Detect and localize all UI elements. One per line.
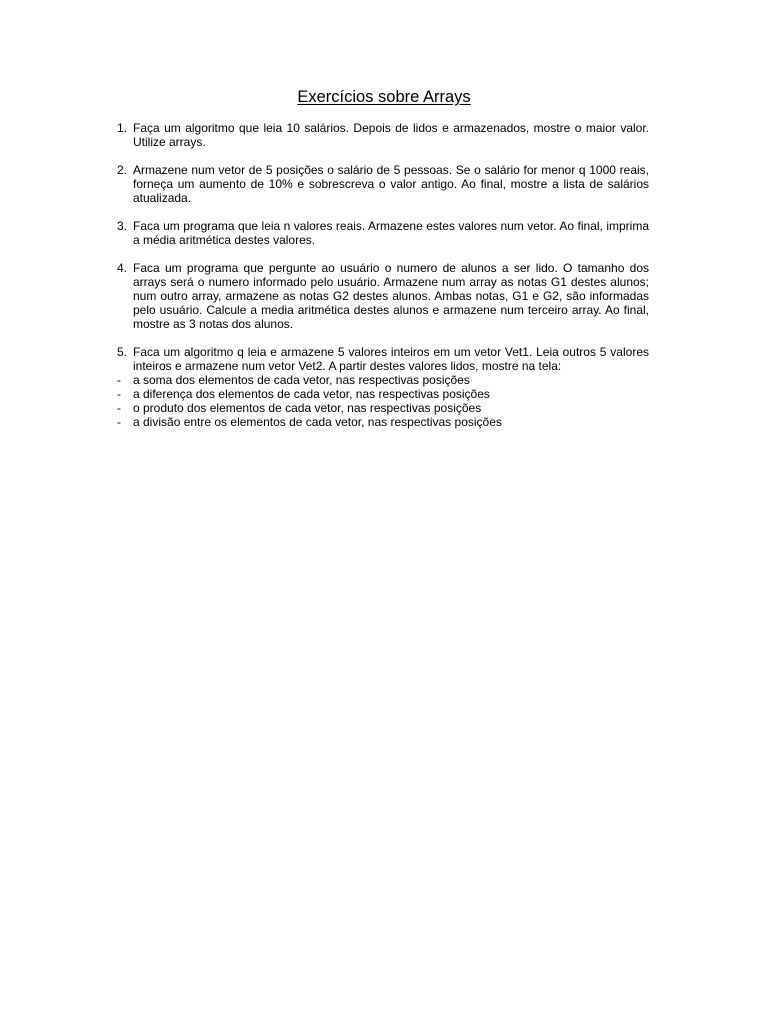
exercise-item (117, 121, 649, 149)
exercise-text: Faca um programa que pergunte ao usuário o numero de alunos a ser lido. O tamanho dos arrays será o numero informado pelo usuário. Armazene num array as notas G1 destes alunos; num outro array, armazene as notas G2 destes alunos. Ambas notas, G1 e G2, são informadas pelo usuário. Calcule a media aritmética destes alunos e armazene num terceiro array. Ao final, mostre as 3 notas dos alunos. (133, 261, 649, 331)
document-title: Exercícios sobre Arrays (297, 88, 471, 106)
exercise-number: 4. (117, 261, 128, 275)
exercise-number: 2. (117, 163, 128, 177)
exercise-item (117, 163, 649, 205)
sub-item-text: a diferença dos elementos de cada vetor, nas respectivas posições (133, 387, 490, 401)
exercise-text: Faça um algoritmo que leia 10 salários. Depois de lidos e armazenados, mostre o maior valor. Utilize arrays. (133, 121, 649, 149)
sub-item-text: o produto dos elementos de cada vetor, nas respectivas posições (133, 401, 482, 415)
sub-list-item (117, 373, 649, 387)
exercise-number: 5. (117, 345, 128, 359)
exercise-text: Faca um algoritmo q leia e armazene 5 valores inteiros em um vetor Vet1. Leia outros 5 valores inteiros e armazene num vetor Vet2. A partir destes valores lidos, mostre na tela: (133, 345, 649, 373)
exercise-number: 1. (117, 121, 128, 135)
dash-marker: - (117, 415, 121, 429)
sub-list-item (117, 401, 649, 415)
dash-marker: - (117, 373, 121, 387)
sub-item-text: a soma dos elementos de cada vetor, nas respectivas posições (133, 373, 470, 387)
exercise-text: Armazene num vetor de 5 posições o salário de 5 pessoas. Se o salário for menor q 1000 reais, forneça um aumento de 10% e sobrescreva o valor antigo. Ao final, mostre a lista de salários atualizada. (133, 163, 649, 205)
exercise-item (117, 261, 649, 331)
sub-list-item (117, 387, 649, 401)
sub-item-list (117, 373, 649, 429)
dash-marker: - (117, 387, 121, 401)
sub-item-text: a divisão entre os elementos de cada vetor, nas respectivas posições (133, 415, 502, 429)
exercise-list (117, 121, 649, 443)
sub-list-item (117, 415, 649, 429)
document-title-container (0, 87, 768, 107)
exercise-number: 3. (117, 219, 128, 233)
exercise-item (117, 219, 649, 247)
exercise-item (117, 345, 649, 429)
dash-marker: - (117, 401, 121, 415)
exercise-text: Faca um programa que leia n valores reais. Armazene estes valores num vetor. Ao final, imprima a média aritmética destes valores. (133, 219, 649, 247)
